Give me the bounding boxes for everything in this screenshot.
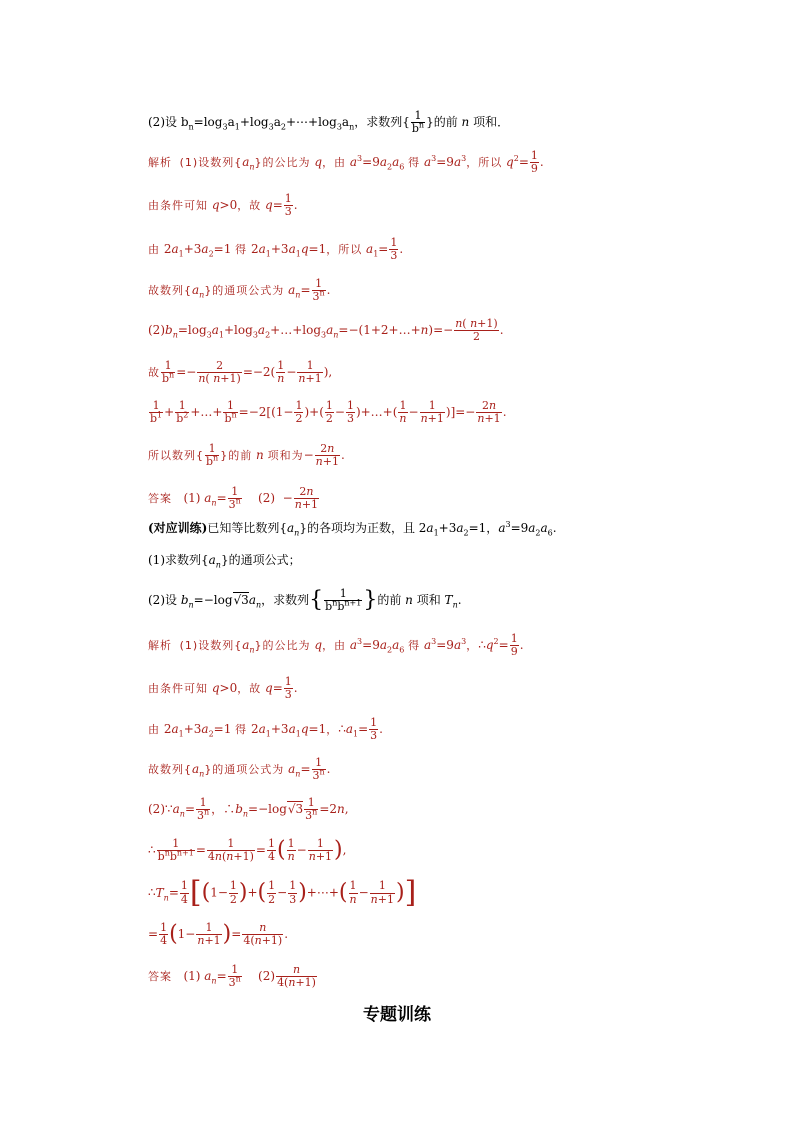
solution-1-line-3: 由 $2a_1+3a_2=1$ 得 $2a_1+3a_1q=1$，所以 $a_1=$ $\frac{1}{3}$ . xyxy=(148,236,404,263)
solution-1-line-6: 故 $\frac{1}{b^n}$ =− $\frac{2}{n( n+1)}$ =−2( $\frac{1}{n}$ − $\frac{1}{n+1}$ ), xyxy=(148,359,333,386)
solution-2-line-7: $\therefore T_n=$ $\frac{1}{4}$ [(1− $\frac{1}{2}$ )+( $\frac{1}{2}$ − $\frac{1}{3}$ )+⋯+( $\frac{1}{n}$ − $\frac{1}{n+1}$ )] xyxy=(148,875,417,910)
practice-question-1: (1)求数列$\{a_n\}$的通项公式； xyxy=(148,553,301,570)
solution-2-line-8: = $\frac{1}{4}$ (1− $\frac{1}{n+1}$ )= $\frac{n}{4(n+1)}$ . xyxy=(148,921,289,948)
practice-question-2: (2)设 $b_n=-\log√3a_n$，求数列{ $\frac{1}{b^nb^{n+1}}$ }的前 n 项和 $T_n$. xyxy=(148,587,462,614)
answer-2: 答案 (1) $a_n=$ $\frac{1}{3^n}$ (2) $\frac{n}{4(n+1)}$ xyxy=(148,963,316,990)
solution-1-line-8: 所以数列{ $\frac{1}{b^n}$ }的前 n 项和为− $\frac{2n}{n+1}$ . xyxy=(148,442,345,469)
solution-2-line-3: 由 $2a_1+3a_2=1$ 得 $2a_1+3a_1q=1$，$\therefore a_1=$ $\frac{1}{3}$ . xyxy=(148,716,383,743)
solution-2-line-2: 由条件可知 q>0，故 q= $\frac{1}{3}$ . xyxy=(148,675,298,702)
solution-1-line-5: $(2)b_n=\log_3a_1+\log_3a_2+\dots+\log_3a_n=-(1+2+\dots+n)=-$ $\frac{n( n+1)}{2}$ . xyxy=(148,317,504,344)
solution-2-line-4: 故数列$\{a_n\}$的通项公式为 $a_n=$ $\frac{1}{3^n}$ . xyxy=(148,756,331,783)
solution-1-line-1: 解析 (1)设数列$\{a_n\}$的公比为 q，由 $a^3=9a_2a_6$ 得 $a^3=9a^3$，所以 $q^2=$ $\frac{1}{9}$ . xyxy=(148,149,544,176)
problem-2-statement: (2)设 $b_n=\log_3a_1+\log_3a_2+\cdots+\log_3a_n$，求数列{ $\frac{1}{b^n}$ }的前 n 项和． xyxy=(148,109,510,136)
solution-2-line-6: ∴ $\frac{1}{b^nb^{n+1}}$ = $\frac{1}{4n(n+1)}$ = $\frac{1}{4}$ ( $\frac{1}{n}$ − $\frac{1}{n+1}$ ), xyxy=(148,837,347,864)
solution-2-line-1: 解析 (1)设数列$\{a_n\}$的公比为 q，由 $a^3=9a_2a_6$ 得 $a^3=9a^3$，$\therefore q^2=$ $\frac{1}{9}$ . xyxy=(148,632,524,659)
solution-2-line-5: $(2)\because a_n=$ $\frac{1}{3^n}$ ，$\therefore b_n=-\log√3$ $\frac{1}{3^n}$ =2n, xyxy=(148,796,349,823)
solution-1-line-7: $\frac{1}{b^1}$ + $\frac{1}{b^2}$ +…+ $\frac{1}{b^n}$ =−2[(1− $\frac{1}{2}$ )+( $\frac{1}{2}$ − $\frac{1}{3}$ )+…+( $\frac{1}{n}$ − $\frac{1}{n+1}$ )]=− $\frac{2n}{n+1}$ . xyxy=(150,399,507,426)
section-title: 专题训练 xyxy=(363,1005,431,1025)
solution-1-line-2: 由条件可知 q>0，故 q= $\frac{1}{3}$ . xyxy=(148,192,298,219)
answer-1: 答案 (1) $a_n=$ $\frac{1}{3^n}$ (2) − $\frac{2n}{n+1}$ xyxy=(148,485,319,512)
solution-1-line-4: 故数列$\{a_n\}$的通项公式为 $a_n=$ $\frac{1}{3^n}$ . xyxy=(148,277,331,304)
practice-statement: (对应训练)已知等比数列$\{a_n\}$的各项均为正数，且 $2a_1+3a_2=1$，$a^3=9a_2a_6$. xyxy=(148,520,557,538)
